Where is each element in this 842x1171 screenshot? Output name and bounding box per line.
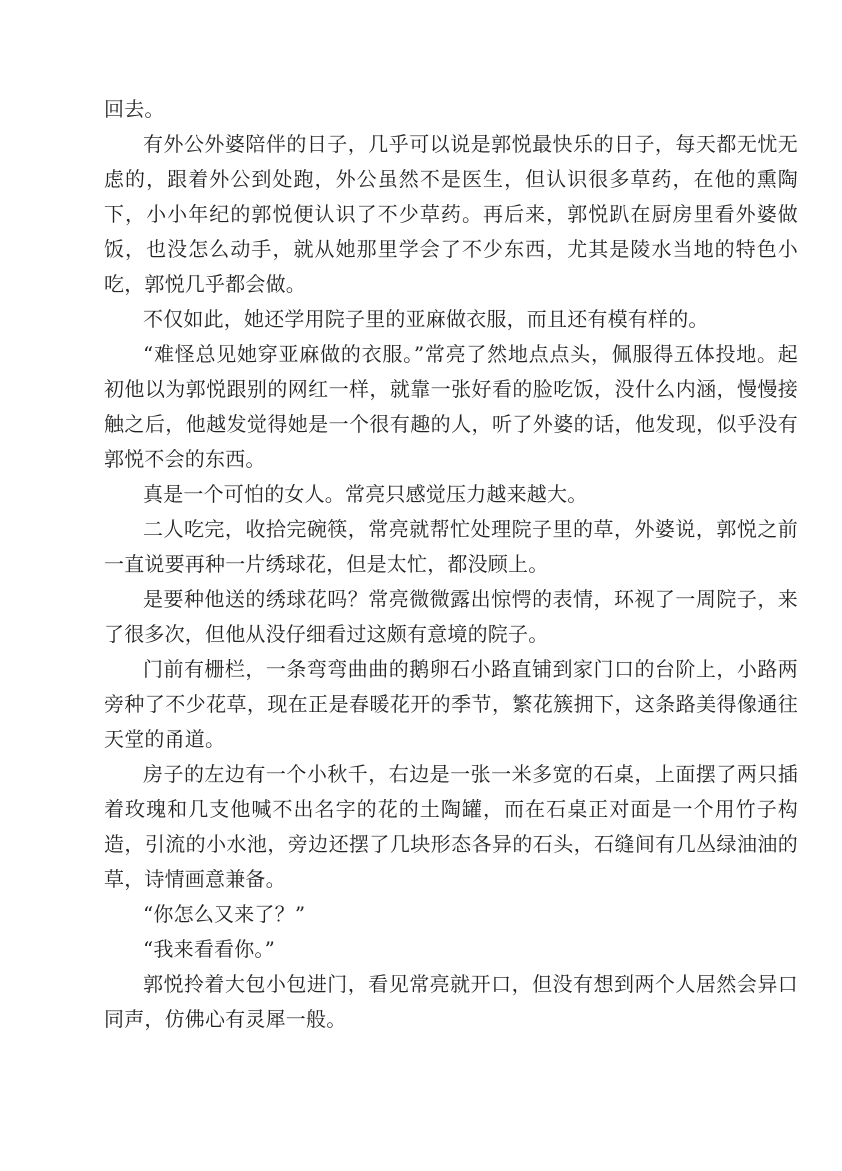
paragraph: 门前有栅栏，一条弯弯曲曲的鹅卵石小路直铺到家门口的台阶上，小路两旁种了不少花草，现在正是春暖花开的季节，繁花簇拥下，这条路美得像通往天堂的甬道。 xyxy=(104,657,798,751)
paragraph: “难怪总见她穿亚麻做的衣服。”常亮了然地点点头，佩服得五体投地。起初他以为郭悦跟别的网红一样，就靠一张好看的脸吃饭，没什么内涵，慢慢接触之后，他越发觉得她是一个很有趣的人，听了外婆的话，他发现，似乎没有郭悦不会的东西。 xyxy=(104,342,798,471)
paragraph: 郭悦拎着大包小包进门，看见常亮就开口，但没有想到两个人居然会异口同声，仿佛心有灵犀一般。 xyxy=(104,972,798,1031)
paragraph: 有外公外婆陪伴的日子，几乎可以说是郭悦最快乐的日子，每天都无忧无虑的，跟着外公到处跑，外公虽然不是医生，但认识很多草药，在他的熏陶下，小小年纪的郭悦便认识了不少草药。再后来，郭悦趴在厨房里看外婆做饭，也没怎么动手，就从她那里学会了不少东西，尤其是陵水当地的特色小吃，郭悦几乎都会做。 xyxy=(104,132,798,296)
paragraph: 不仅如此，她还学用院子里的亚麻做衣服，而且还有模有样的。 xyxy=(143,307,709,331)
paragraph: 房子的左边有一个小秋千，右边是一张一米多宽的石桌，上面摆了两只插着玫瑰和几支他喊不出名字的花的土陶罐，而在石桌正对面是一个用竹子构造，引流的小水池，旁边还摆了几块形态各异的石头，石缝间有几丛绿油油的草，诗情画意兼备。 xyxy=(104,762,798,891)
paragraph-continuation: 回去。 xyxy=(104,97,165,121)
dialogue-line: “你怎么又来了？” xyxy=(143,902,306,926)
document-body xyxy=(104,92,798,1037)
paragraph: 真是一个可怕的女人。常亮只感觉压力越来越大。 xyxy=(143,482,588,506)
paragraph: 二人吃完，收拾完碗筷，常亮就帮忙处理院子里的草，外婆说，郭悦之前一直说要再种一片绣球花，但是太忙，都没顾上。 xyxy=(104,517,798,576)
paragraph: 是要种他送的绣球花吗？常亮微微露出惊愕的表情，环视了一周院子，来了很多次，但他从没仔细看过这颇有意境的院子。 xyxy=(104,587,798,646)
dialogue-line: “我来看看你。” xyxy=(143,937,276,961)
